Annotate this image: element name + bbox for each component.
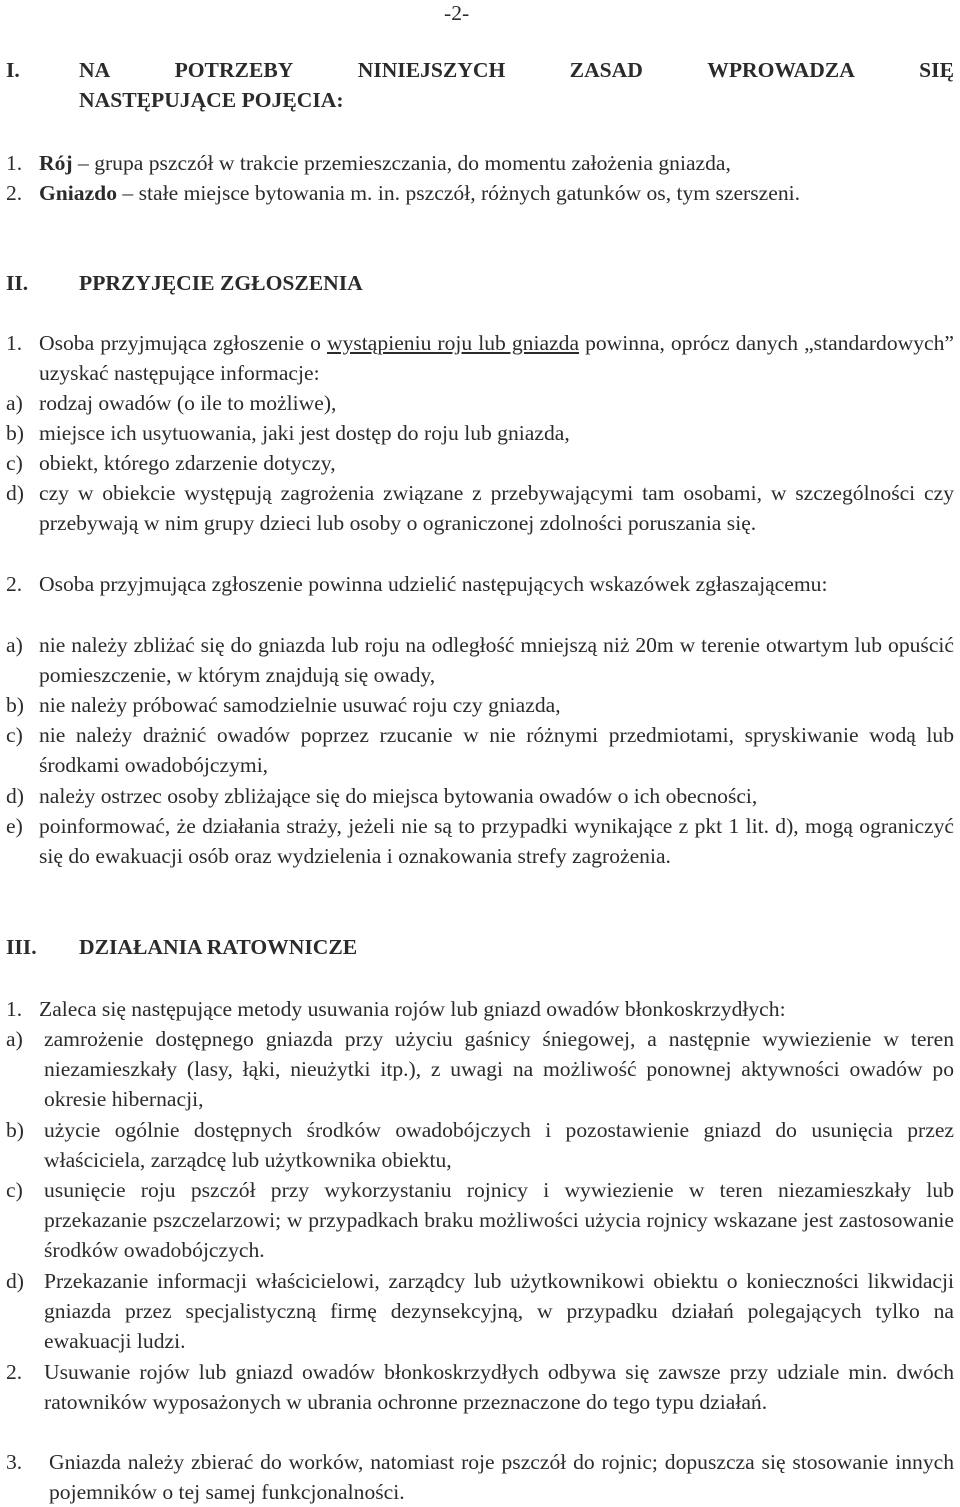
list-item xyxy=(6,720,954,780)
definition-text: – grupa pszczół w trakcie przemieszczania, do momentu założenia gniazda, xyxy=(72,151,731,175)
item-label: 3. xyxy=(6,1450,23,1474)
section-1-title-word: POTRZEBY xyxy=(174,58,294,82)
item-text: nie należy drażnić owadów poprzez rzucanie w nie różnymi przedmiotami, spryskiwanie wodą lub środkami owadobójczymi, xyxy=(39,723,954,777)
item-label: e) xyxy=(6,814,23,838)
item-text: usunięcie roju pszczół przy wykorzystaniu rojnicy i wywiezienie w teren niezamieszkały lub przekazanie pszczelarzowi; w przypadkach braku możliwości użycia rojnicy wskazane jest zastosowanie środków owadobójczych. xyxy=(44,1178,954,1262)
list-item xyxy=(6,1175,954,1265)
list-item xyxy=(6,448,954,478)
item-text: poinformować, że działania straży, jeżeli nie są to przypadki wynikające z pkt 1 lit. d), mogą ograniczyć się do ewakuacji osób oraz wydzielenia i oznakowania strefy zagrożenia. xyxy=(39,814,954,868)
list-item xyxy=(6,478,954,538)
section-1-heading xyxy=(6,55,954,115)
definition-term: Gniazdo xyxy=(39,181,117,205)
section-1-title-word: SIĘ xyxy=(919,58,954,82)
section-1-number: I. xyxy=(6,58,20,82)
page-number: -2- xyxy=(444,1,470,25)
paragraph-text: powinna, oprócz danych „standardowych” uzyskać następujące informacje: xyxy=(39,331,954,385)
item-label: c) xyxy=(6,451,23,475)
list-item xyxy=(6,630,954,690)
item-text xyxy=(39,328,954,388)
item-label: d) xyxy=(6,784,24,808)
item-label: 2. xyxy=(6,1360,23,1384)
item-label: d) xyxy=(6,481,24,505)
section-3-number: III. xyxy=(6,935,37,959)
underlined-phrase: wystąpieniu roju lub gniazda xyxy=(327,331,580,355)
section-1-title-word: ZASAD xyxy=(569,58,643,82)
paragraph-text: Osoba przyjmująca zgłoszenie o xyxy=(39,331,328,355)
item-text: Przekazanie informacji właścicielowi, zarządcy lub użytkownikowi obiektu o konieczności likwidacji gniazda przez specjalistyczną firmę dezynsekcyjną, w przypadku działań polegających tylko na ewakuacji ludzi. xyxy=(44,1269,954,1353)
list-item xyxy=(6,1266,954,1356)
item-label: 1. xyxy=(6,997,23,1021)
section-1-title-line-2: NASTĘPUJĄCE POJĘCIA: xyxy=(79,88,344,112)
item-label: b) xyxy=(6,1118,24,1142)
item-label: d) xyxy=(6,1269,24,1293)
section-2-heading xyxy=(6,268,954,298)
list-item xyxy=(6,418,954,448)
item-text: obiekt, którego zdarzenie dotyczy, xyxy=(39,451,336,475)
item-label: 1. xyxy=(6,151,23,175)
paragraph-item xyxy=(6,569,954,599)
list-item xyxy=(6,1024,954,1114)
list-item xyxy=(6,781,954,811)
list-item xyxy=(6,388,954,418)
item-text: Osoba przyjmująca zgłoszenie powinna udzielić następujących wskazówek zgłaszającemu: xyxy=(39,572,828,596)
paragraph-item xyxy=(6,328,954,388)
item-text: Gniazda należy zbierać do worków, natomiast roje pszczół do rojnic; dopuszcza się stosowanie innych pojemników o tej samej funkcjonalności. xyxy=(49,1450,954,1504)
item-text: Zaleca się następujące metody usuwania rojów lub gniazd owadów błonkoskrzydłych: xyxy=(39,997,786,1021)
list-item xyxy=(6,1115,954,1175)
section-1-title-word: NINIEJSZYCH xyxy=(357,58,506,82)
definition-item xyxy=(6,178,954,208)
item-text: rodzaj owadów (o ile to możliwe), xyxy=(39,391,337,415)
definition-text: – stałe miejsce bytowania m. in. pszczół, różnych gatunków os, tym szerszeni. xyxy=(117,181,801,205)
item-label: a) xyxy=(6,391,23,415)
item-text: nie należy próbować samodzielnie usuwać roju czy gniazda, xyxy=(39,693,561,717)
list-item xyxy=(6,690,954,720)
item-text: należy ostrzec osoby zbliżające się do miejsca bytowania owadów o ich obecności, xyxy=(39,784,758,808)
paragraph-item xyxy=(6,994,954,1024)
section-2-number: II. xyxy=(6,271,29,295)
section-3-heading xyxy=(6,932,954,962)
item-label: b) xyxy=(6,693,24,717)
section-2-title: PPRZYJĘCIE ZGŁOSZENIA xyxy=(79,271,363,295)
item-label: c) xyxy=(6,1178,23,1202)
item-label: 1. xyxy=(6,331,23,355)
item-text: zamrożenie dostępnego gniazda przy użyciu gaśnicy śniegowej, a następnie wywiezienie w teren niezamieszkały (lasy, łąki, nieużytki itp.), z uwagi na możliwość ponownej aktywności owadów po okresie hibernacji, xyxy=(44,1027,954,1111)
item-label: 2. xyxy=(6,572,23,596)
item-label: c) xyxy=(6,723,23,747)
definition-term: Rój xyxy=(39,151,73,175)
paragraph-item xyxy=(6,1447,954,1507)
item-text: użycie ogólnie dostępnych środków owadobójczych i pozostawienie gniazd do usunięcia przez właściciela, zarządcę lub użytkownika obiektu, xyxy=(44,1118,954,1172)
section-1-title-word: WPROWADZA xyxy=(707,58,855,82)
section-3-title: DZIAŁANIA RATOWNICZE xyxy=(79,935,358,959)
section-1-title-line-1 xyxy=(79,55,954,85)
section-1-title-word: NA xyxy=(79,58,111,82)
item-text xyxy=(39,178,954,208)
item-text: czy w obiekcie występują zagrożenia związane z przebywającymi tam osobami, w szczególności czy przebywają w nim grupy dzieci lub osoby o ograniczonej zdolności poruszania się. xyxy=(39,481,954,535)
item-label: a) xyxy=(6,633,23,657)
item-label: 2. xyxy=(6,181,23,205)
list-item xyxy=(6,811,954,871)
definition-item xyxy=(6,148,954,178)
paragraph-item xyxy=(6,1357,954,1417)
item-label: b) xyxy=(6,421,24,445)
item-text: Usuwanie rojów lub gniazd owadów błonkoskrzydłych odbywa się zawsze przy udziale min. dwóch ratowników wyposażonych w ubrania ochronne przeznaczone do tego typu działań. xyxy=(44,1360,954,1414)
item-label: a) xyxy=(6,1027,23,1051)
item-text xyxy=(39,148,954,178)
item-text: miejsce ich usytuowania, jaki jest dostęp do roju lub gniazda, xyxy=(39,421,570,445)
item-text: nie należy zbliżać się do gniazda lub roju na odległość mniejszą niż 20m w terenie otwartym lub opuścić pomieszczenie, w którym znajdują się owady, xyxy=(39,633,954,687)
